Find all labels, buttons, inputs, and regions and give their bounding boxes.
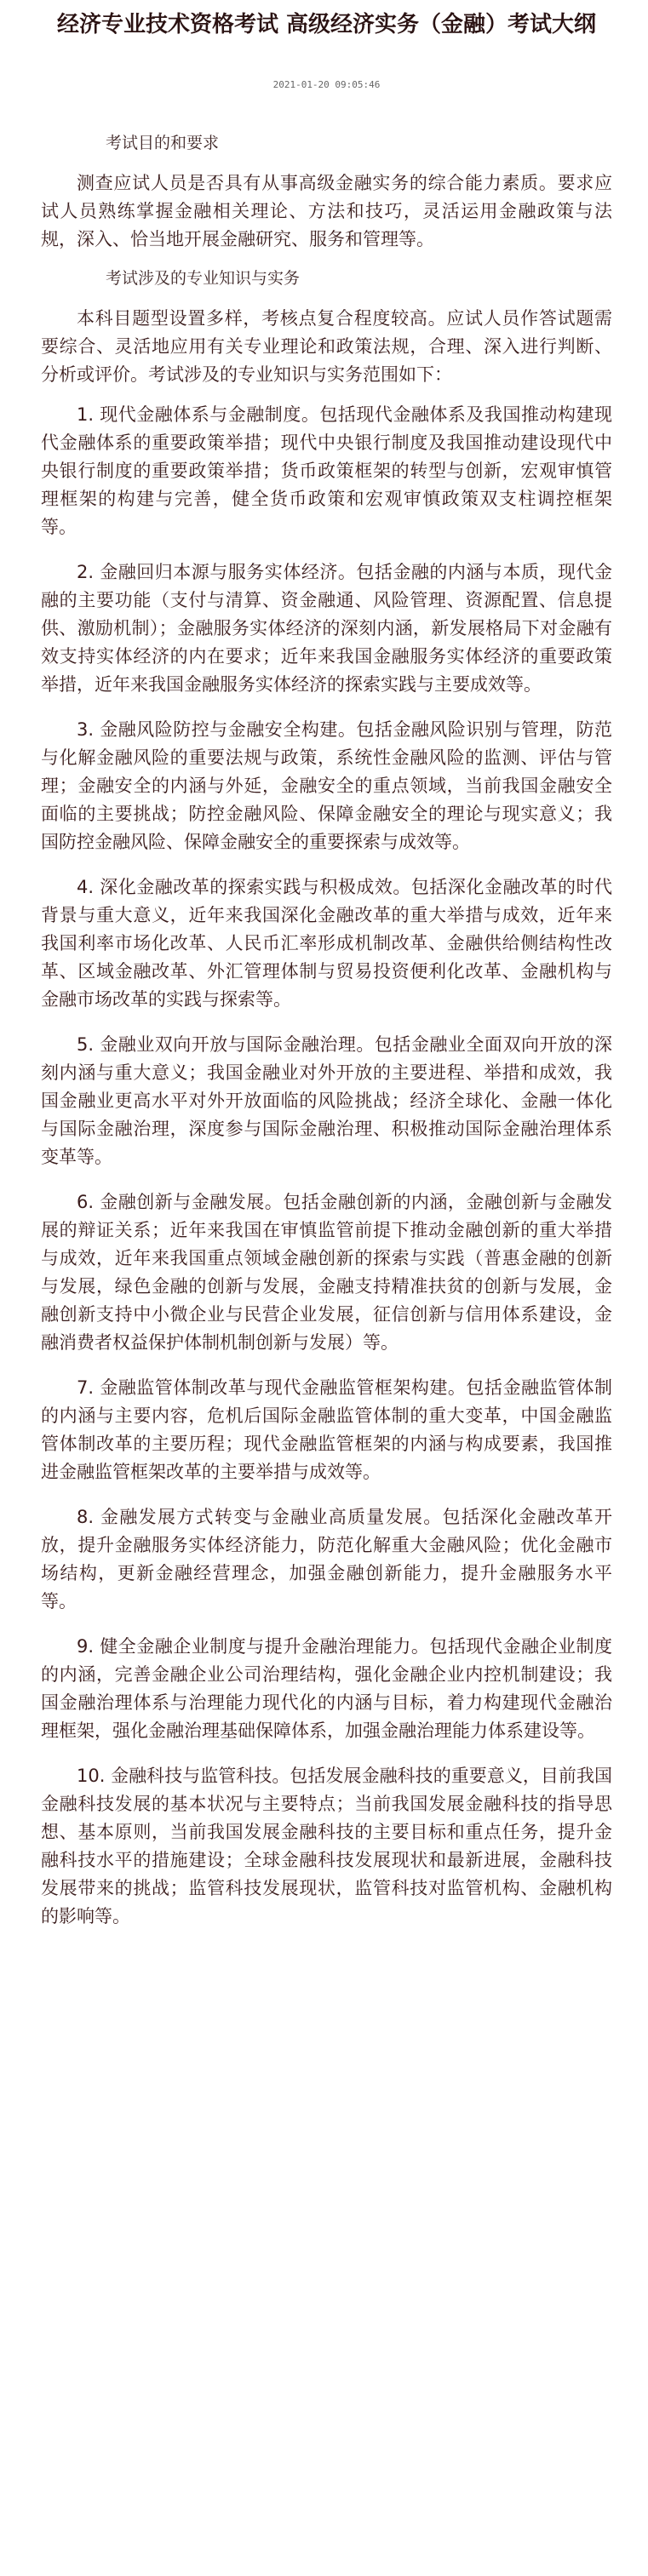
scope-item-6: 6. 金融创新与金融发展。包括金融创新的内涵，金融创新与金融发展的辩证关系；近年来我国在审慎监管前提下推动金融创新的重大举措与成效，近年来我国重点领域金融创新的探索与实践（普惠金融的创新与发展，绿色金融的创新与发展，金融支持精准扶贫的创新与发展，金融创新支持中小微企业与民营企业发展，征信创新与信用体系建设，金融消费者权益保护体制机制创新与发展）等。: [41, 1192, 612, 1353]
section-heading-purpose: 考试目的和要求: [106, 134, 220, 152]
article-title: 经济专业技术资格考试 高级经济实务（金融）考试大纲: [56, 12, 597, 37]
scope-item-10: 10. 金融科技与监管科技。包括发展金融科技的重要意义，目前我国金融科技发展的基本状况与主要特点；当前我国发展金融科技的指导思想、基本原则，当前我国发展金融科技的主要目标和重点任务，提升金融科技水平的措施建设；全球金融科技发展现状和最新进展，金融科技发展带来的挑战；监管科技发展现状，监管科技对监管机构、金融机构的影响等。: [41, 1766, 612, 1926]
scope-item-4: 4. 深化金融改革的探索实践与积极成效。包括深化金融改革的时代背景与重大意义，近年来我国深化金融改革的重大举措与成效，近年来我国利率市场化改革、人民币汇率形成机制改革、金融供给侧结构性改革、区域金融改革、外汇管理体制与贸易投资便利化改革、金融机构与金融市场改革的实践与探索等。: [41, 877, 612, 1010]
scope-item-3: 3. 金融风险防控与金融安全构建。包括金融风险识别与管理，防范与化解金融风险的重要法规与政策，系统性金融风险的监测、评估与管理；金融安全的内涵与外延，金融安全的重点领域，当前我国金融安全面临的主要挑战；防控金融风险、保障金融安全的理论与现实意义；我国防控金融风险、保障金融安全的重要探索与成效等。: [41, 719, 612, 852]
scope-item-9: 9. 健全金融企业制度与提升金融治理能力。包括现代金融企业制度的内涵，完善金融企业公司治理结构，强化金融企业内控机制建设；我国金融治理体系与治理能力现代化的内涵与目标，着力构建现代金融治理框架，强化金融治理基础保障体系，加强金融治理能力体系建设等。: [41, 1636, 612, 1741]
scope-item-1: 1. 现代金融体系与金融制度。包括现代金融体系及我国推动构建现代金融体系的重要政策举措；现代中央银行制度及我国推动建设现代中央银行制度的重要政策举措；货币政策框架的转型与创新，宏观审慎管理框架的构建与完善，健全货币政策和宏观审慎政策双支柱调控框架等。: [41, 404, 612, 537]
publish-timestamp: 2021-01-20 09:05:46: [272, 79, 381, 90]
scope-intro-paragraph: 本科目题型设置多样，考核点复合程度较高。应试人员作答试题需要综合、灵活地应用有关专业理论和政策法规，合理、深入进行判断、分析或评价。考试涉及的专业知识与实务范围如下：: [41, 308, 612, 385]
scope-item-5: 5. 金融业双向开放与国际金融治理。包括金融业全面双向开放的深刻内涵与重大意义；我国金融业对外开放的主要进程、举措和成效，我国金融业更高水平对外开放面临的风险挑战；经济全球化、金融一体化与国际金融治理，深度参与国际金融治理、积极推动国际金融治理体系变革等。: [41, 1034, 612, 1167]
purpose-paragraph: 测查应试人员是否具有从事高级金融实务的综合能力素质。要求应试人员熟练掌握金融相关理论、方法和技巧，灵活运用金融政策与法规，深入、恰当地开展金融研究、服务和管理等。: [41, 173, 612, 249]
section-heading-scope: 考试涉及的专业知识与实务: [106, 269, 301, 288]
scope-item-8: 8. 金融发展方式转变与金融业高质量发展。包括深化金融改革开放，提升金融服务实体经济能力，防范化解重大金融风险；优化金融市场结构，更新金融经营理念，加强金融创新能力，提升金融服务水平等。: [41, 1507, 612, 1611]
scope-item-7: 7. 金融监管体制改革与现代金融监管框架构建。包括金融监管体制的内涵与主要内容，危机后国际金融监管体制的重大变革，中国金融监管体制改革的主要历程；现代金融监管框架的内涵与构成要素，我国推进金融监管框架改革的主要举措与成效等。: [41, 1377, 612, 1482]
scope-item-2: 2. 金融回归本源与服务实体经济。包括金融的内涵与本质，现代金融的主要功能（支付与清算、资金融通、风险管理、资源配置、信息提供、激励机制）；金融服务实体经济的深刻内涵，新发展格局下对金融有效支持实体经济的内在要求；近年来我国金融服务实体经济的重要政策举措，近年来我国金融服务实体经济的探索实践与主要成效等。: [41, 562, 612, 695]
scope-item-list: [41, 401, 612, 1931]
